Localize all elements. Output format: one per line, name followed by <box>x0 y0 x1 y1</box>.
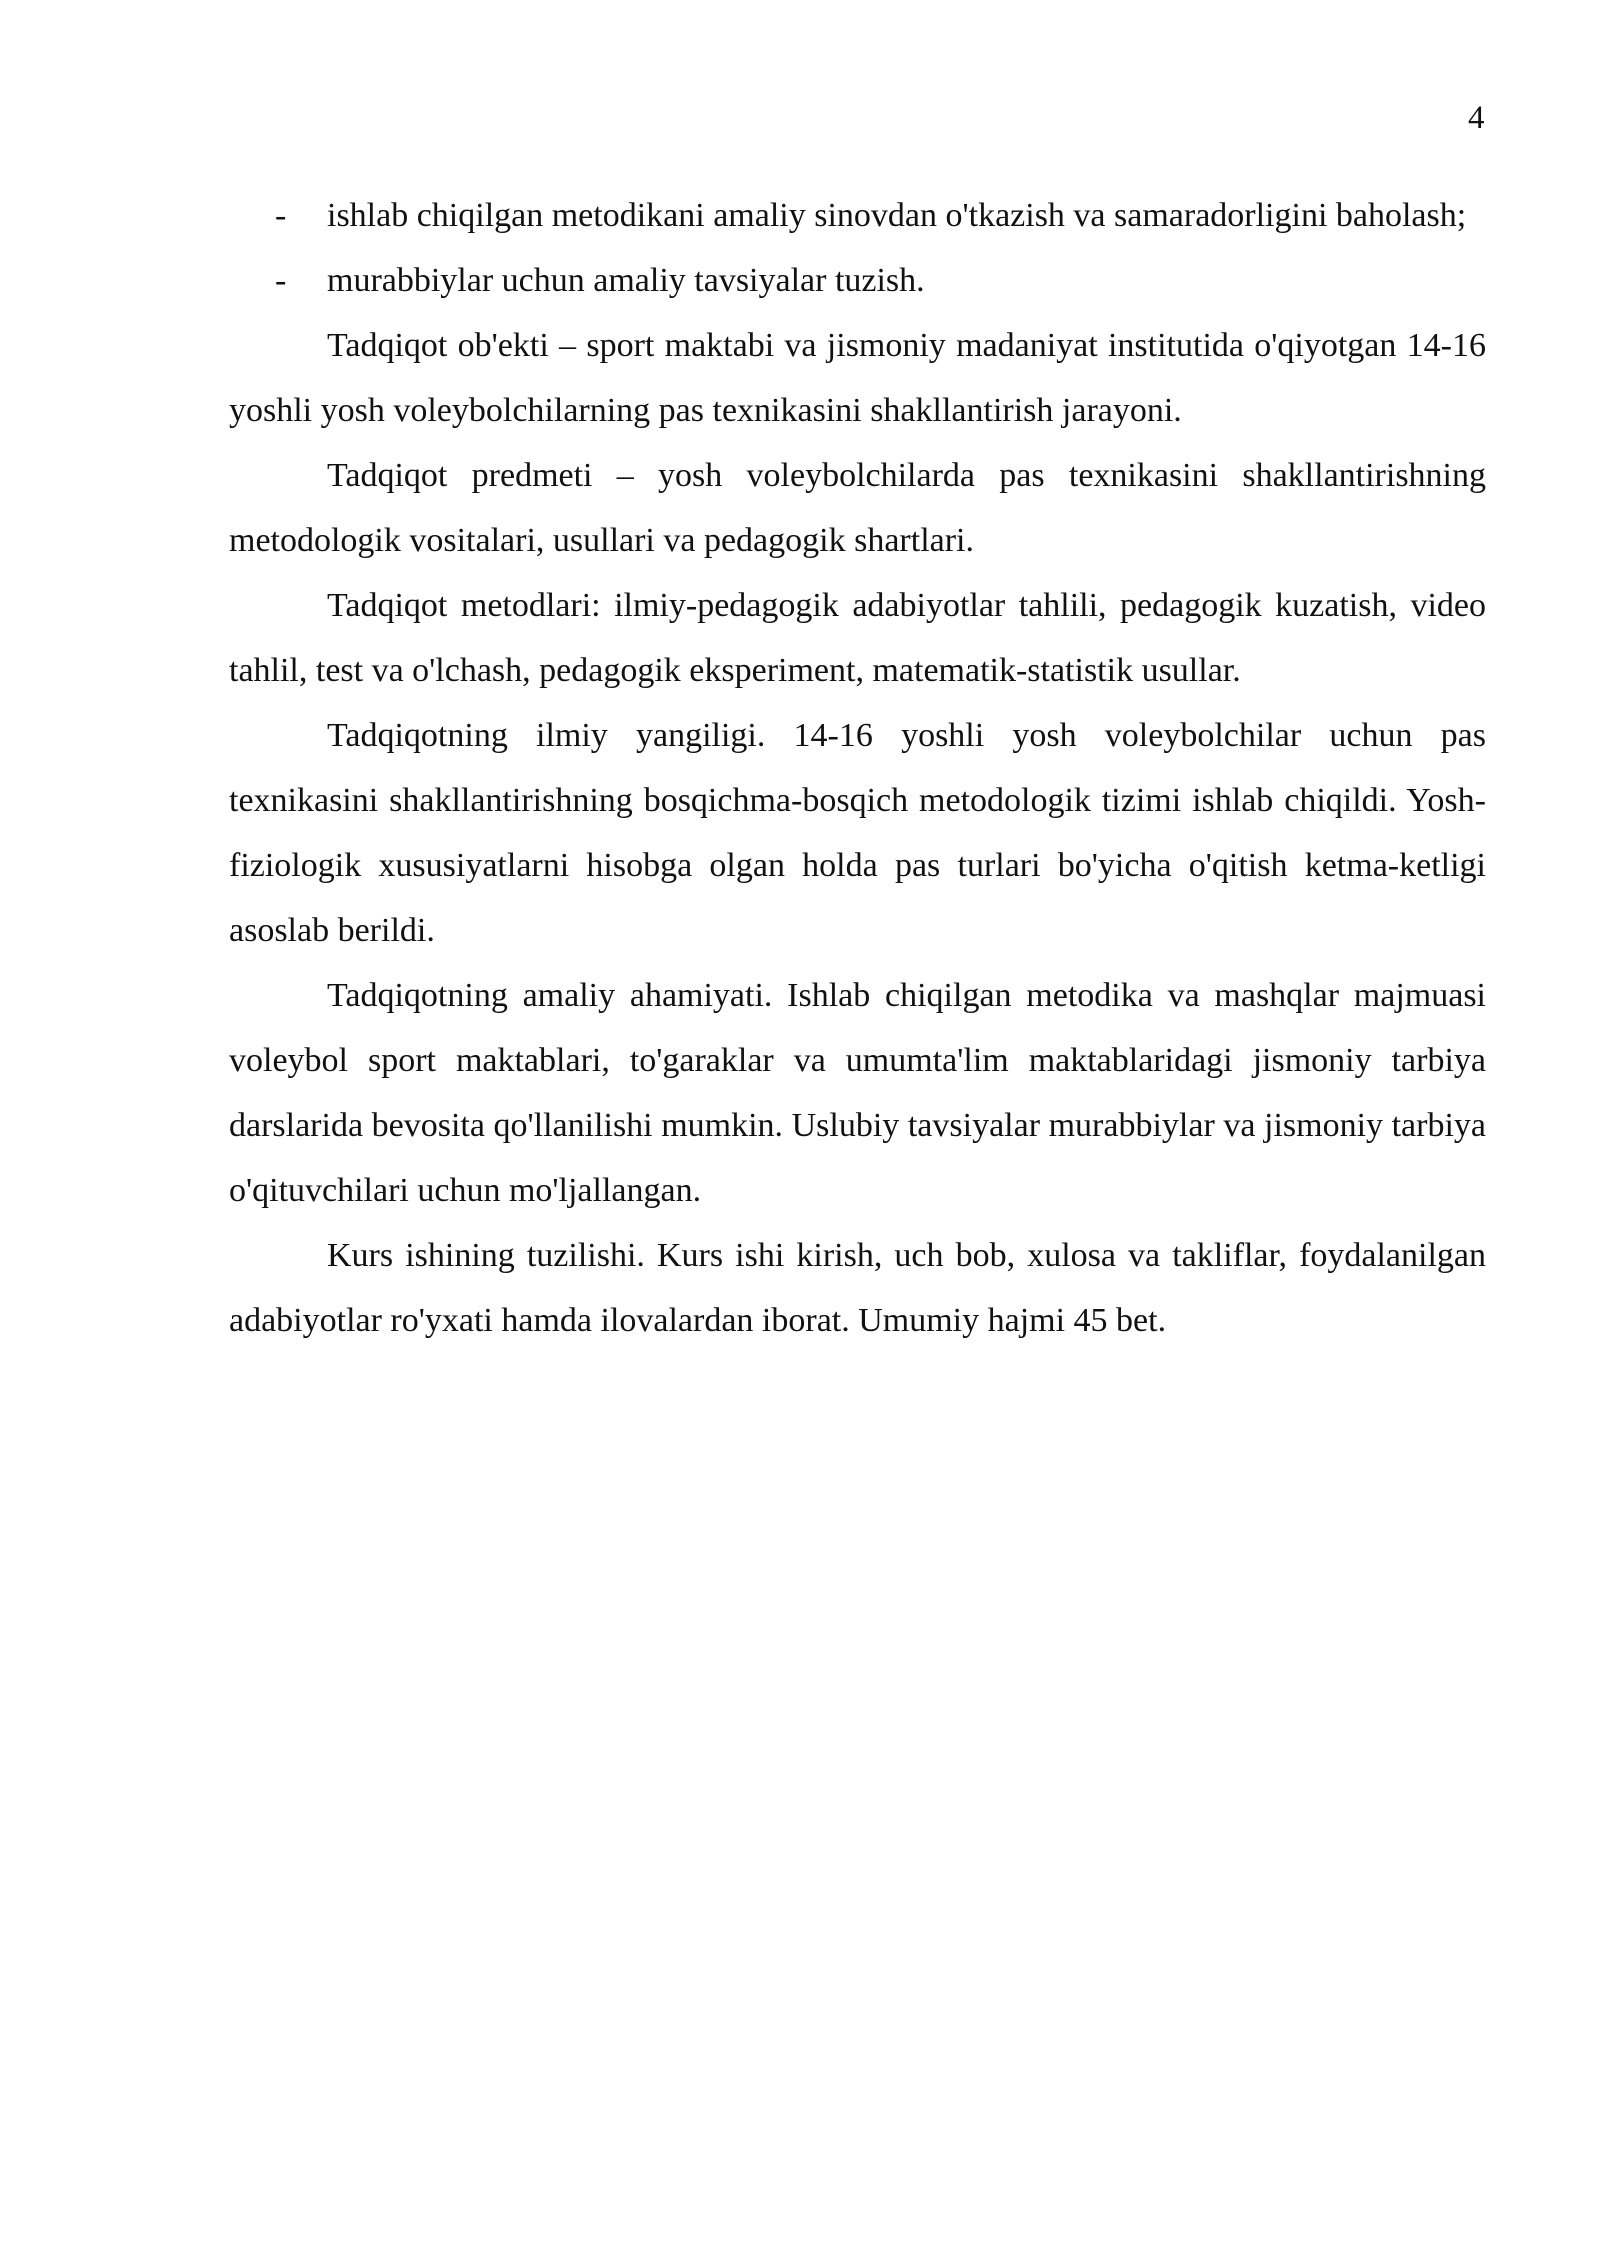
document-body <box>229 183 1486 1353</box>
list-item-text: ishlab chiqilgan metodikani amaliy sinovdan o'tkazish va samaradorligini baholash; <box>327 197 1467 234</box>
list-item <box>229 248 1486 313</box>
paragraph-research-subject: Tadqiqot predmeti – yosh voleybolchilarda pas texnikasini shakllantirishning metodologik vositalari, usullari va pedagogik shartlari. <box>229 457 1486 559</box>
paragraph-practical-significance: Tadqiqotning amaliy ahamiyati. Ishlab chiqilgan metodika va mashqlar majmuasi voleybol sport maktablari, to'garaklar va umumta'lim maktablaridagi jismoniy tarbiya darslarida bevosita qo'llanilishi mumkin. Uslubiy tavsiyalar murabbiylar va jismoniy tarbiya o'qituvchilari uchun mo'ljallangan. <box>229 977 1486 1209</box>
paragraph-research-methods: Tadqiqot metodlari: ilmiy-pedagogik adabiyotlar tahlili, pedagogik kuzatish, video tahlil, test va o'lchash, pedagogik eksperiment, matematik-statistik usullar. <box>229 587 1486 689</box>
list-item <box>229 183 1486 248</box>
paragraph-research-object: Tadqiqot ob'ekti – sport maktabi va jismoniy madaniyat institutida o'qiyotgan 14-16 yoshli yosh voleybolchilarning pas texnikasini shakllantirish jarayoni. <box>229 327 1486 429</box>
paragraph-scientific-novelty: Tadqiqotning ilmiy yangiligi. 14-16 yoshli yosh voleybolchilar uchun pas texnikasini shakllantirishning bosqichma-bosqich metodologik tizimi ishlab chiqildi. Yosh-fiziologik xususiyatlarni hisobga olgan holda pas turlari bo'yicha o'qitish ketma-ketligi asoslab berildi. <box>229 717 1486 949</box>
page-number: 4 <box>1468 100 1485 136</box>
paragraph-structure: Kurs ishining tuzilishi. Kurs ishi kirish, uch bob, xulosa va takliflar, foydalanilgan adabiyotlar ro'yxati hamda ilovalardan iborat. Umumiy hajmi 45 bet. <box>229 1237 1486 1339</box>
list-bullet: - <box>275 262 287 299</box>
list-item-text: murabbiylar uchun amaliy tavsiyalar tuzish. <box>327 262 925 299</box>
list-bullet: - <box>275 197 287 234</box>
